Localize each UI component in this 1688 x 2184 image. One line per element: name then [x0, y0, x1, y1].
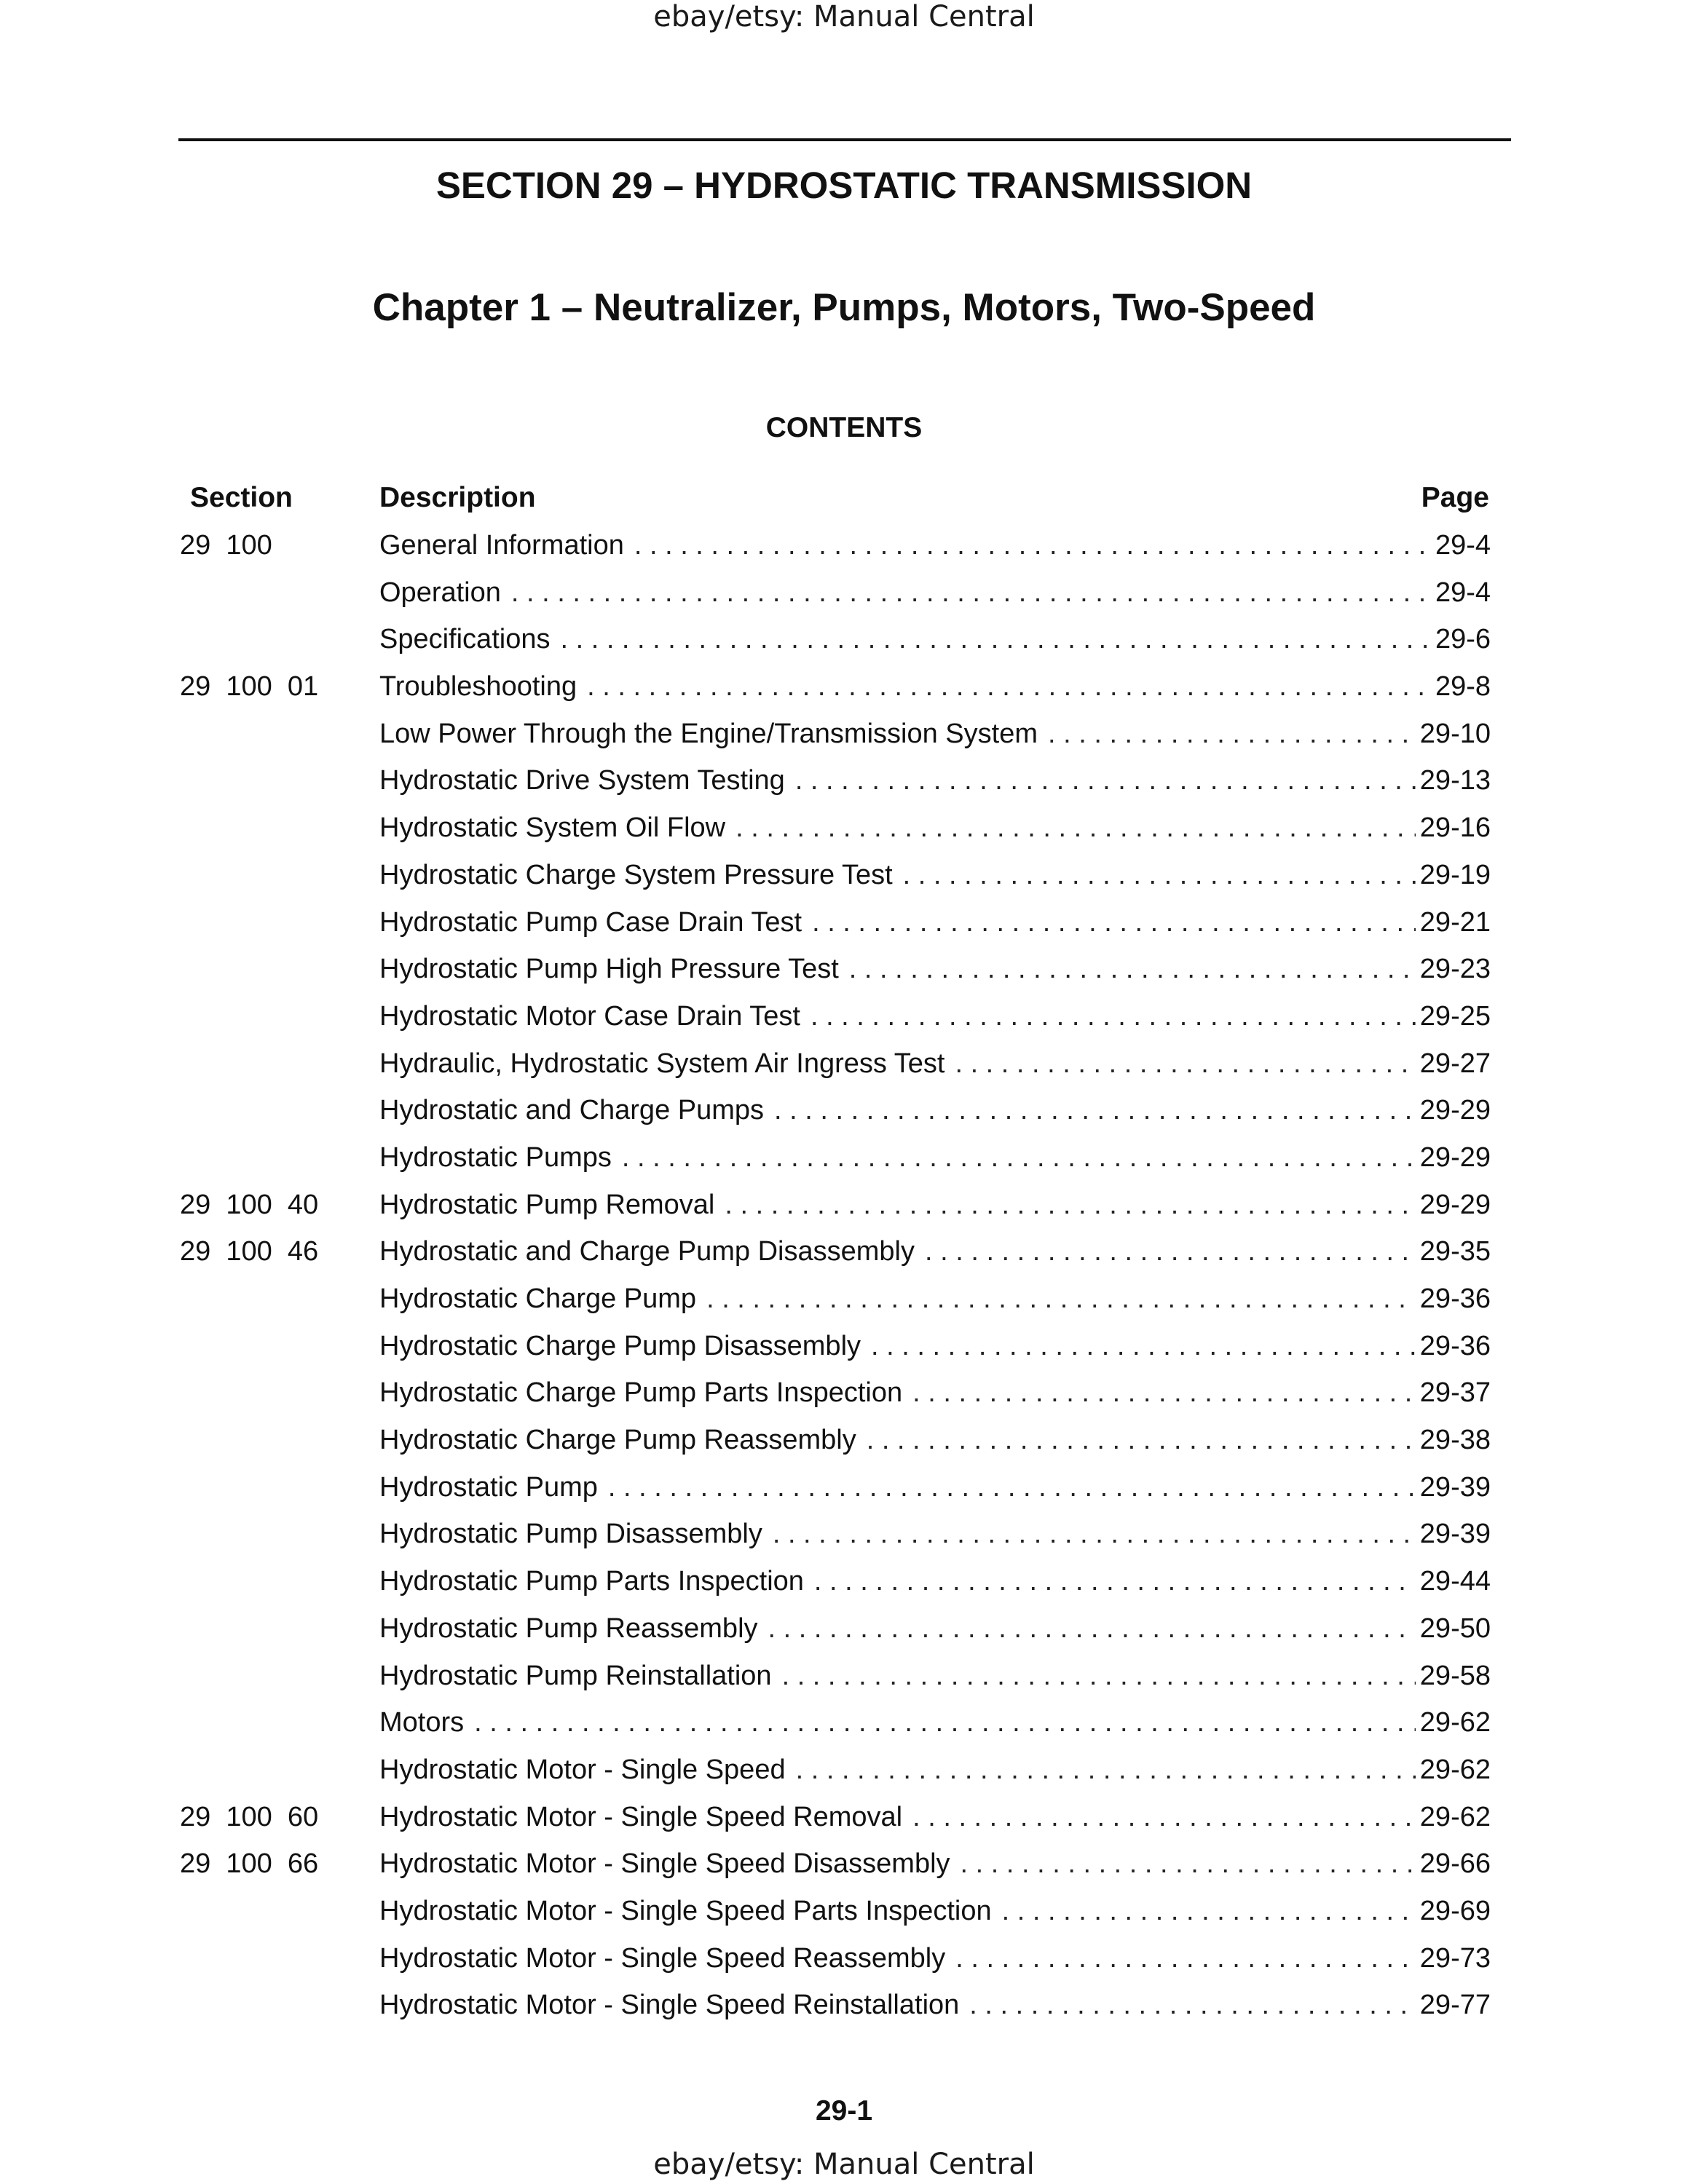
- toc-entry-line: [379, 717, 1491, 751]
- toc-entry-page: 29-58: [1419, 1660, 1491, 1691]
- toc-entry-description: Hydrostatic Motor - Single Speed Parts Inspection: [379, 1895, 992, 1926]
- toc-entry-section: 29 100: [180, 530, 272, 561]
- dot-leader: [969, 1988, 1416, 2022]
- toc-entry: [0, 1423, 1688, 1471]
- table-of-contents: [0, 529, 1688, 2035]
- toc-entry: [0, 1942, 1688, 1989]
- toc-entry-description: Hydrostatic System Oil Flow: [379, 812, 726, 844]
- toc-entry-page: 29-36: [1419, 1330, 1491, 1361]
- toc-entry-description: Hydrostatic Pump High Pressure Test: [379, 954, 839, 985]
- contents-heading: CONTENTS: [765, 412, 923, 443]
- toc-entry-description: General Information: [379, 530, 624, 561]
- toc-entry: [0, 670, 1688, 717]
- toc-entry-line: [379, 1847, 1491, 1880]
- dot-leader: [1048, 717, 1416, 751]
- dot-leader: [608, 1471, 1416, 1504]
- toc-entry-line: [379, 622, 1491, 656]
- toc-entry-page: 29-62: [1419, 1707, 1491, 1738]
- header-rule: [178, 138, 1511, 141]
- toc-entry-page: 29-29: [1419, 1189, 1491, 1220]
- toc-entry-line: [379, 1800, 1491, 1834]
- toc-entry-page: 29-23: [1419, 954, 1491, 985]
- toc-entry-description: Troubleshooting: [379, 671, 577, 703]
- toc-entry-page: 29-8: [1435, 671, 1491, 703]
- toc-entry-description: Low Power Through the Engine/Transmission System: [379, 718, 1038, 749]
- dot-leader: [795, 764, 1416, 797]
- toc-entry-line: [379, 1329, 1491, 1363]
- dot-leader: [871, 1329, 1416, 1363]
- toc-entry: [0, 1517, 1688, 1564]
- toc-entry-line: [379, 1235, 1491, 1268]
- dot-leader: [961, 1847, 1416, 1880]
- dot-leader: [912, 1800, 1416, 1834]
- toc-entry: [0, 717, 1688, 764]
- toc-entry-line: [379, 1612, 1491, 1645]
- toc-entry-description: Hydrostatic Pump Case Drain Test: [379, 906, 802, 938]
- toc-entry: [0, 1141, 1688, 1188]
- toc-entry: [0, 1894, 1688, 1942]
- dot-leader: [622, 1141, 1416, 1174]
- toc-entry-description: Hydrostatic and Charge Pumps: [379, 1095, 765, 1126]
- dot-leader: [812, 906, 1416, 939]
- dot-leader: [925, 1235, 1416, 1268]
- toc-entry: [0, 1800, 1688, 1848]
- toc-entry-line: [379, 952, 1491, 986]
- toc-entry-line: [379, 1141, 1491, 1174]
- toc-entry-page: 29-77: [1419, 1990, 1491, 2021]
- section-title: SECTION 29 – HYDROSTATIC TRANSMISSION: [435, 165, 1253, 206]
- toc-entry-description: Hydraulic, Hydrostatic System Air Ingress Test: [379, 1048, 945, 1079]
- page-number: 29-1: [815, 2095, 873, 2126]
- toc-entry-page: 29-29: [1419, 1142, 1491, 1173]
- toc-entry: [0, 1188, 1688, 1235]
- toc-entry-page: 29-29: [1419, 1095, 1491, 1126]
- toc-entry: [0, 811, 1688, 858]
- column-header-description: Description: [379, 482, 536, 513]
- toc-entry: [0, 1376, 1688, 1423]
- toc-entry-description: Hydrostatic Drive System Testing: [379, 765, 785, 796]
- toc-entry-page: 29-13: [1419, 765, 1491, 796]
- dot-leader: [773, 1517, 1416, 1551]
- toc-entry: [0, 1612, 1688, 1659]
- dot-leader: [560, 622, 1430, 656]
- dot-leader: [849, 952, 1416, 986]
- toc-entry-description: Hydrostatic Charge Pump Parts Inspection: [379, 1377, 903, 1409]
- toc-entry-description: Hydrostatic Pumps: [379, 1142, 612, 1173]
- toc-entry: [0, 529, 1688, 576]
- column-header-section: Section: [190, 482, 293, 513]
- toc-entry-page: 29-16: [1419, 812, 1491, 844]
- toc-entry: [0, 576, 1688, 623]
- dot-leader: [814, 1564, 1416, 1598]
- toc-entry: [0, 952, 1688, 1000]
- watermark-top: ebay/etsy: Manual Central: [653, 0, 1035, 33]
- dot-leader: [511, 576, 1431, 609]
- toc-entry: [0, 622, 1688, 670]
- toc-entry-description: Operation: [379, 577, 501, 608]
- dot-leader: [867, 1423, 1416, 1457]
- toc-entry-description: Hydrostatic Pump Parts Inspection: [379, 1566, 804, 1597]
- toc-entry-line: [379, 1047, 1491, 1080]
- toc-entry-section: 29 100 60: [180, 1801, 319, 1832]
- toc-entry-description: Hydrostatic Motor - Single Speed: [379, 1754, 786, 1785]
- dot-leader: [811, 1000, 1416, 1033]
- toc-entry-line: [379, 670, 1491, 703]
- toc-entry-page: 29-62: [1419, 1801, 1491, 1832]
- toc-entry-description: Hydrostatic Pump Removal: [379, 1189, 715, 1220]
- toc-entry-page: 29-21: [1419, 906, 1491, 938]
- toc-entry-line: [379, 1188, 1491, 1222]
- toc-entry: [0, 1329, 1688, 1377]
- dot-leader: [474, 1706, 1416, 1739]
- toc-entry-description: Specifications: [379, 624, 551, 655]
- toc-entry: [0, 1000, 1688, 1047]
- toc-entry-description: Hydrostatic Motor - Single Speed Reassembly: [379, 1942, 946, 1974]
- toc-entry-line: [379, 906, 1491, 939]
- toc-entry: [0, 1706, 1688, 1753]
- dot-leader: [735, 811, 1416, 844]
- toc-entry-line: [379, 576, 1491, 609]
- toc-entry-line: [379, 1282, 1491, 1315]
- toc-entry-page: 29-73: [1419, 1942, 1491, 1974]
- toc-entry-line: [379, 1659, 1491, 1693]
- toc-entry-line: [379, 529, 1491, 562]
- toc-entry: [0, 1282, 1688, 1329]
- toc-entry-page: 29-69: [1419, 1895, 1491, 1926]
- toc-entry-page: 29-6: [1435, 624, 1491, 655]
- dot-leader: [782, 1659, 1416, 1693]
- toc-entry-description: Hydrostatic and Charge Pump Disassembly: [379, 1236, 915, 1267]
- toc-entry-line: [379, 1471, 1491, 1504]
- toc-entry-line: [379, 1376, 1491, 1409]
- watermark-bottom: ebay/etsy: Manual Central: [653, 2148, 1035, 2181]
- column-header-page: Page: [1421, 482, 1489, 513]
- toc-entry-page: 29-39: [1419, 1471, 1491, 1503]
- toc-entry-description: Hydrostatic Pump Reassembly: [379, 1613, 758, 1644]
- toc-entry-page: 29-44: [1419, 1566, 1491, 1597]
- toc-entry-line: [379, 1988, 1491, 2022]
- toc-entry-description: Hydrostatic Motor - Single Speed Reinstallation: [379, 1990, 960, 2021]
- toc-entry-section: 29 100 40: [180, 1189, 319, 1220]
- toc-entry-line: [379, 1942, 1491, 1975]
- toc-entry-description: Motors: [379, 1707, 465, 1738]
- toc-entry-page: 29-37: [1419, 1377, 1491, 1409]
- toc-entry: [0, 906, 1688, 953]
- toc-entry-page: 29-10: [1419, 718, 1491, 749]
- toc-entry-line: [379, 1753, 1491, 1787]
- toc-entry: [0, 1235, 1688, 1282]
- toc-entry-description: Hydrostatic Motor - Single Speed Disassembly: [379, 1848, 950, 1880]
- dot-leader: [725, 1188, 1415, 1222]
- toc-entry-line: [379, 1093, 1491, 1127]
- toc-entry-page: 29-27: [1419, 1048, 1491, 1079]
- toc-entry-description: Hydrostatic Pump Reinstallation: [379, 1660, 772, 1691]
- toc-entry: [0, 1471, 1688, 1518]
- toc-entry: [0, 1659, 1688, 1706]
- toc-entry-section: 29 100 01: [180, 671, 319, 703]
- toc-entry-page: 29-66: [1419, 1848, 1491, 1880]
- toc-entry-page: 29-62: [1419, 1754, 1491, 1785]
- toc-entry-line: [379, 858, 1491, 892]
- toc-entry-page: 29-19: [1419, 859, 1491, 890]
- toc-entry-line: [379, 764, 1491, 797]
- dot-leader: [955, 1047, 1415, 1080]
- toc-entry-page: 29-4: [1435, 577, 1491, 608]
- toc-entry: [0, 1093, 1688, 1141]
- toc-entry-line: [379, 1706, 1491, 1739]
- toc-entry-description: Hydrostatic Charge Pump: [379, 1283, 697, 1314]
- toc-entry-page: 29-36: [1419, 1283, 1491, 1314]
- toc-entry-description: Hydrostatic Motor - Single Speed Removal: [379, 1801, 903, 1832]
- toc-entry-page: 29-39: [1419, 1519, 1491, 1550]
- dot-leader: [912, 1376, 1416, 1409]
- dot-leader: [706, 1282, 1416, 1315]
- toc-entry-line: [379, 1894, 1491, 1928]
- toc-entry-description: Hydrostatic Charge Pump Disassembly: [379, 1330, 861, 1361]
- toc-entry-description: Hydrostatic Pump: [379, 1471, 598, 1503]
- toc-entry-line: [379, 1000, 1491, 1033]
- dot-leader: [634, 529, 1431, 562]
- toc-entry-description: Hydrostatic Motor Case Drain Test: [379, 1000, 800, 1032]
- toc-entry-page: 29-4: [1435, 530, 1491, 561]
- toc-entry: [0, 858, 1688, 906]
- toc-entry-line: [379, 1517, 1491, 1551]
- toc-entry-section: 29 100 66: [180, 1848, 319, 1880]
- toc-entry-line: [379, 1564, 1491, 1598]
- toc-entry-line: [379, 811, 1491, 844]
- toc-entry-page: 29-50: [1419, 1613, 1491, 1644]
- toc-entry-description: Hydrostatic Charge System Pressure Test: [379, 859, 893, 890]
- toc-entry-line: [379, 1423, 1491, 1457]
- toc-entry-page: 29-35: [1419, 1236, 1491, 1267]
- toc-entry-section: 29 100 46: [180, 1236, 319, 1267]
- dot-leader: [768, 1612, 1416, 1645]
- dot-leader: [903, 858, 1416, 892]
- dot-leader: [774, 1093, 1416, 1127]
- toc-entry-description: Hydrostatic Charge Pump Reassembly: [379, 1425, 856, 1456]
- toc-entry-description: Hydrostatic Pump Disassembly: [379, 1519, 762, 1550]
- chapter-title: Chapter 1 – Neutralizer, Pumps, Motors, Two-Speed: [372, 286, 1316, 329]
- dot-leader: [1002, 1894, 1416, 1928]
- toc-entry: [0, 1564, 1688, 1612]
- toc-entry: [0, 1753, 1688, 1800]
- toc-entry: [0, 1847, 1688, 1894]
- toc-entry: [0, 1047, 1688, 1094]
- toc-entry: [0, 764, 1688, 811]
- dot-leader: [587, 670, 1431, 703]
- toc-entry-page: 29-25: [1419, 1000, 1491, 1032]
- dot-leader: [796, 1753, 1416, 1787]
- toc-entry-page: 29-38: [1419, 1425, 1491, 1456]
- dot-leader: [955, 1942, 1416, 1975]
- toc-entry: [0, 1988, 1688, 2035]
